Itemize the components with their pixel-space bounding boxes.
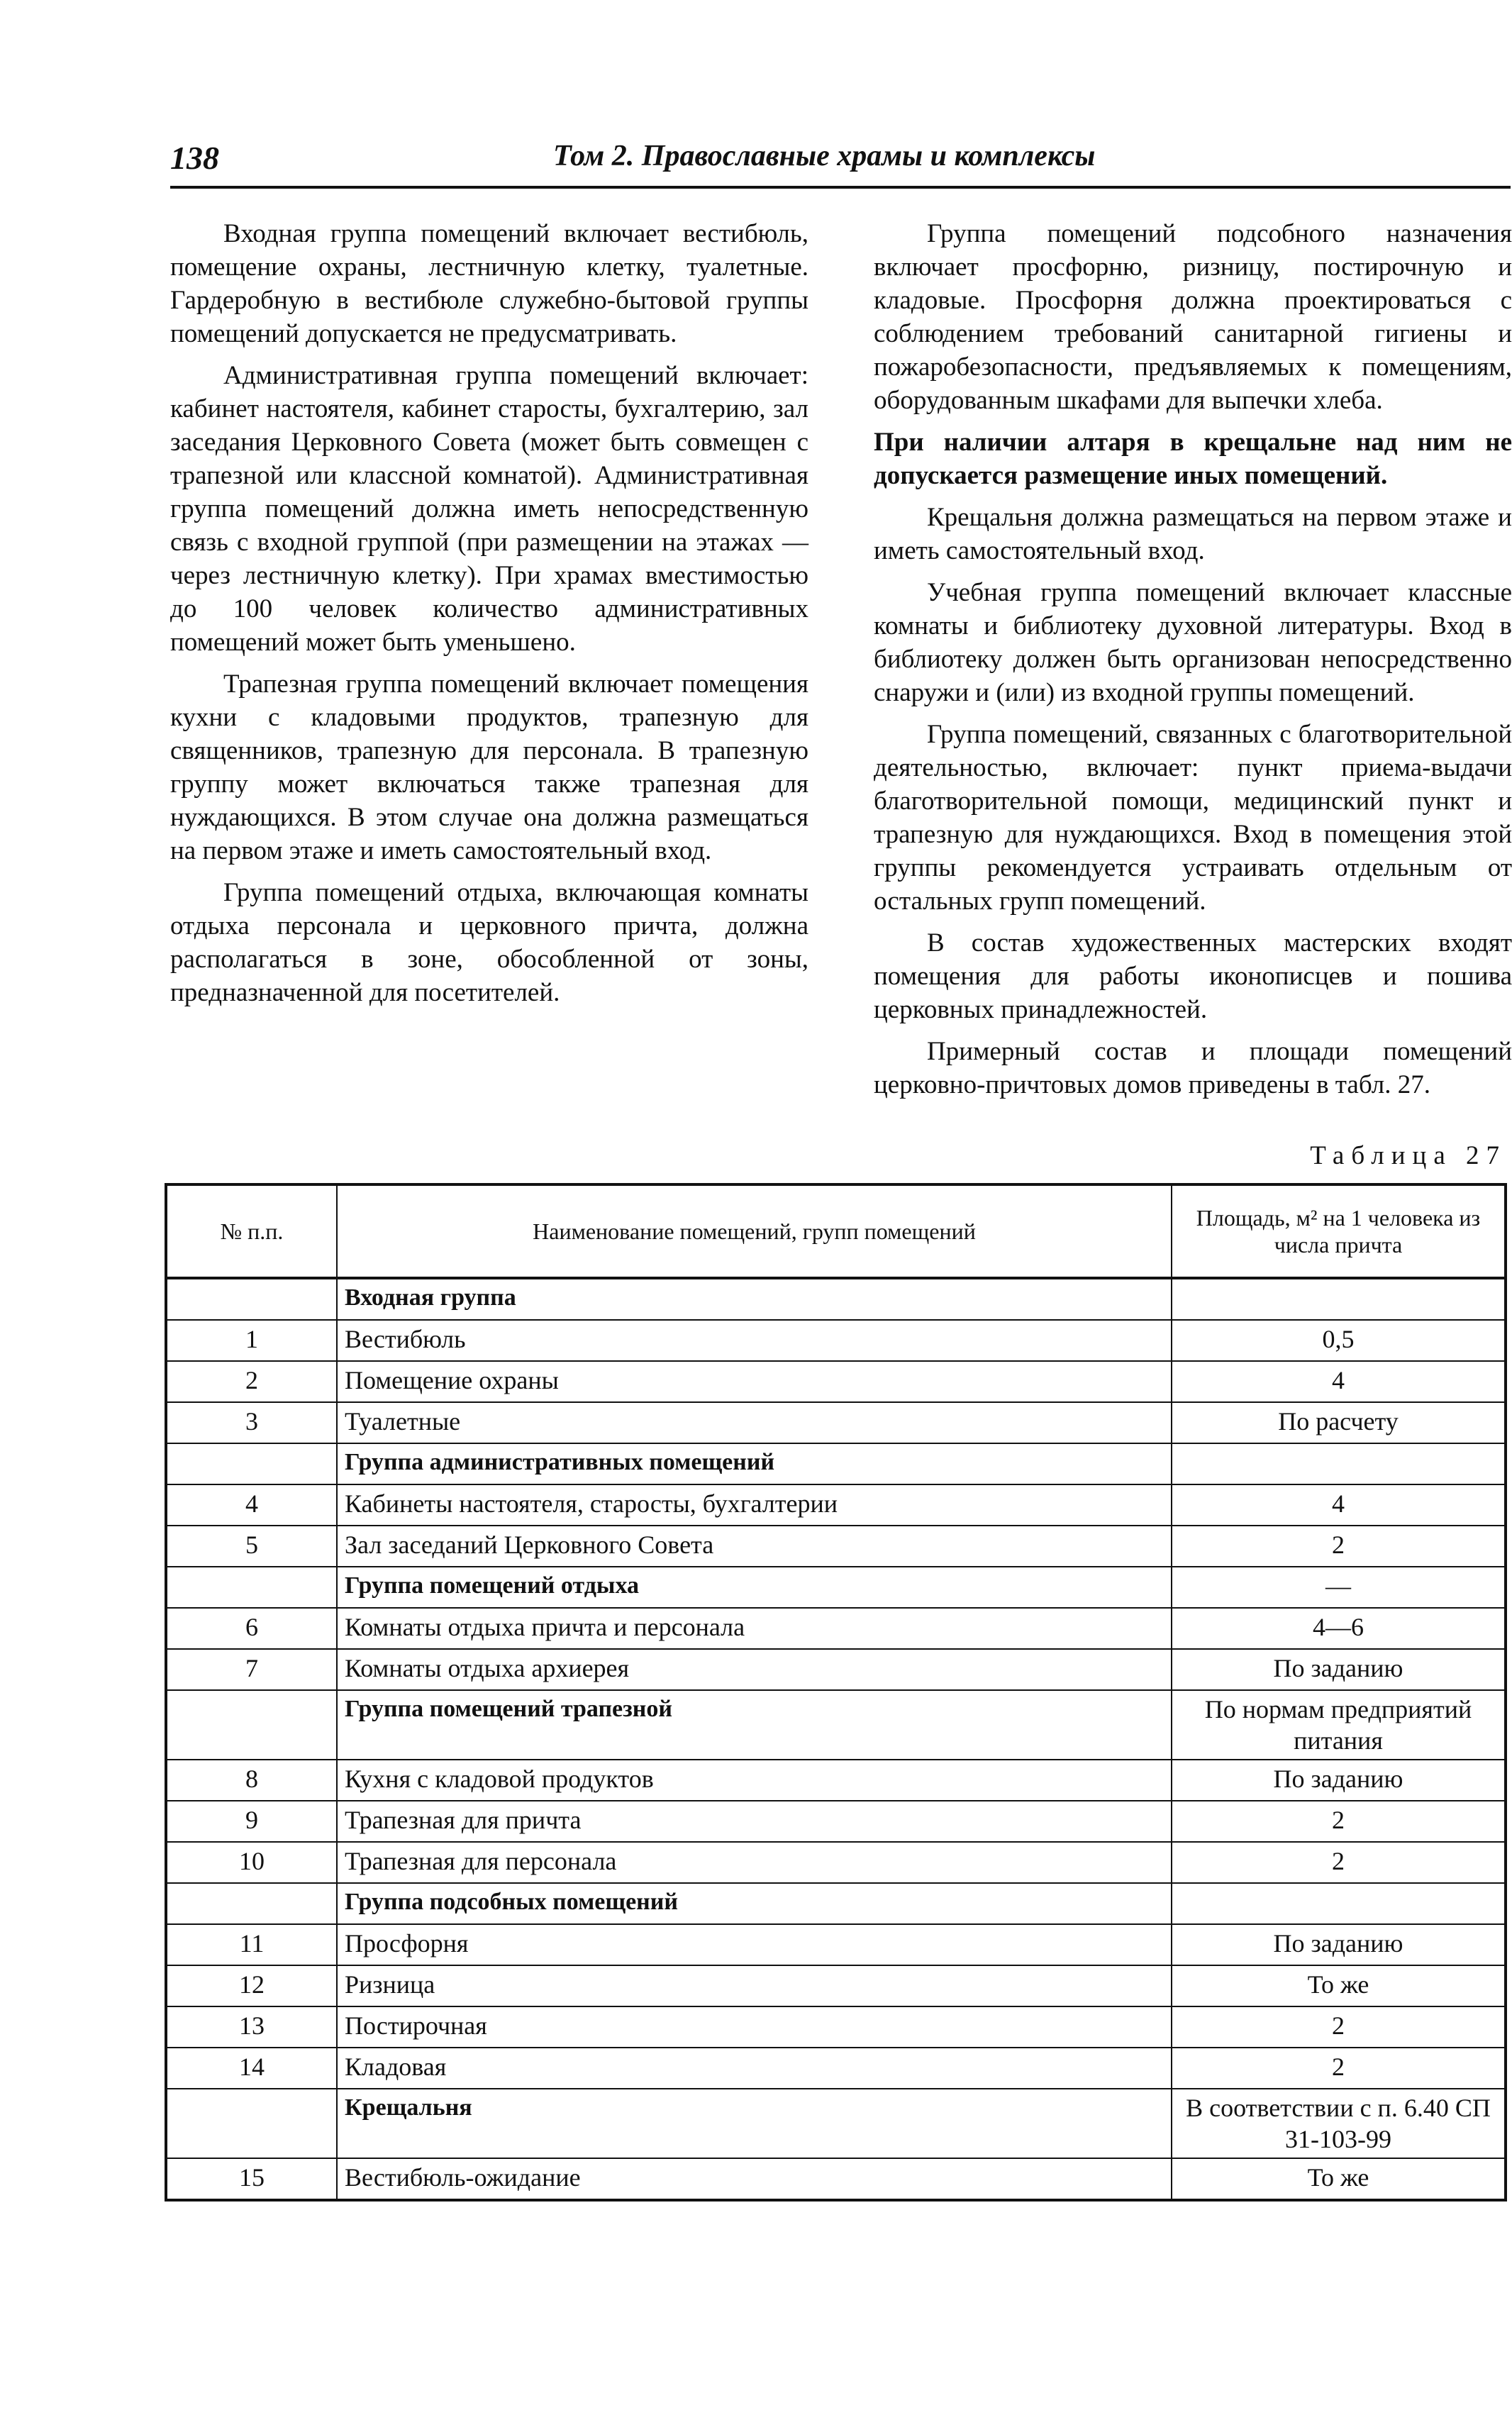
table-header-row bbox=[166, 1184, 1506, 1278]
name-cell: Трапезная для персонала bbox=[337, 1842, 1172, 1883]
num-cell: 5 bbox=[166, 1526, 337, 1567]
area-cell: 4—6 bbox=[1172, 1608, 1506, 1649]
area-cell: 2 bbox=[1172, 2048, 1506, 2089]
running-title: Том 2. Православные храмы и комплексы bbox=[553, 140, 1096, 172]
group-name-cell: Группа помещений отдыха bbox=[337, 1567, 1172, 1608]
header-num: № п.п. bbox=[166, 1184, 337, 1278]
paragraph: Входная группа помещений включает вестибюль, помещение охраны, лестничную клетку, туалетные. Гардеробную в вестибюле служебно-бытовой группы помещений допускается не предусматривать. bbox=[170, 219, 808, 348]
right-column bbox=[874, 217, 1512, 1110]
group-name-cell: Группа помещений трапезной bbox=[337, 1690, 1172, 1760]
area-cell: То же bbox=[1172, 1965, 1506, 2006]
area-cell: — bbox=[1172, 1567, 1506, 1608]
paragraph: Административная группа помещений включает: кабинет настоятеля, кабинет старосты, бухгалтерию, зал заседания Церковного Совета (может быть совмещен с трапезной или классной комнатой). Административная группа помещений должна иметь непосредственную связь с входной группой (при размещении на этажах — через лестничную клетку). При храмах вместимостью до 100 человек количество административных помещений может быть уменьшено. bbox=[170, 361, 808, 657]
area-cell: 2 bbox=[1172, 1526, 1506, 1567]
table-row bbox=[166, 1526, 1506, 1567]
name-cell: Вестибюль-ожидание bbox=[337, 2158, 1172, 2200]
area-cell: 4 bbox=[1172, 1484, 1506, 1526]
area-cell: То же bbox=[1172, 2158, 1506, 2200]
name-cell: Постирочная bbox=[337, 2006, 1172, 2048]
num-cell: 12 bbox=[166, 1965, 337, 2006]
table-row bbox=[166, 1320, 1506, 1361]
area-cell: 2 bbox=[1172, 2006, 1506, 2048]
num-cell: 1 bbox=[166, 1320, 337, 1361]
num-cell bbox=[166, 1690, 337, 1760]
area-cell: По заданию bbox=[1172, 1760, 1506, 1801]
num-cell: 9 bbox=[166, 1801, 337, 1842]
name-cell: Трапезная для причта bbox=[337, 1801, 1172, 1842]
num-cell: 11 bbox=[166, 1924, 337, 1965]
area-cell: По расчету bbox=[1172, 1402, 1506, 1443]
area-cell bbox=[1172, 1883, 1506, 1924]
table-body bbox=[166, 1278, 1506, 2200]
name-cell: Просфорня bbox=[337, 1924, 1172, 1965]
name-cell: Комнаты отдыха причта и персонала bbox=[337, 1608, 1172, 1649]
area-cell: 4 bbox=[1172, 1361, 1506, 1402]
paragraph: Примерный состав и площади помещений церковно-причтовых домов приведены в табл. 27. bbox=[874, 1037, 1512, 1099]
num-cell bbox=[166, 1567, 337, 1608]
table-row bbox=[166, 1924, 1506, 1965]
page-header bbox=[170, 139, 1511, 182]
area-cell: По заданию bbox=[1172, 1649, 1506, 1690]
name-cell: Кладовая bbox=[337, 2048, 1172, 2089]
name-cell: Помещение охраны bbox=[337, 1361, 1172, 1402]
area-cell: 2 bbox=[1172, 1801, 1506, 1842]
paragraph: Трапезная группа помещений включает помещения кухни с кладовыми продуктов, трапезную для священников, трапезную для персонала. В трапезную группу может включаться также трапезная для нуждающихся. В этом случае она должна размещаться на первом этаже и иметь самостоятельный вход. bbox=[170, 670, 808, 865]
table-row bbox=[166, 1608, 1506, 1649]
area-cell: В соответствии с п. 6.40 СП 31-103-99 bbox=[1172, 2089, 1506, 2158]
name-cell: Вестибюль bbox=[337, 1320, 1172, 1361]
header-name: Наименование помещений, групп помещений bbox=[337, 1184, 1172, 1278]
num-cell bbox=[166, 1443, 337, 1484]
page-number: 138 bbox=[170, 140, 219, 176]
paragraph: Группа помещений подсобного назначения включает просфорню, ризницу, постирочную и кладовые. Просфорня должна проектироваться с соблюдением требований санитарной гигиены и пожаробезопасности, предъявляемых к помещениям, оборудованным шкафами для выпечки хлеба. bbox=[874, 219, 1512, 415]
num-cell: 14 bbox=[166, 2048, 337, 2089]
num-cell: 13 bbox=[166, 2006, 337, 2048]
num-cell: 7 bbox=[166, 1649, 337, 1690]
table-row bbox=[166, 2158, 1506, 2200]
table-row bbox=[166, 2048, 1506, 2089]
area-cell: По нормам предприятий питания bbox=[1172, 1690, 1506, 1760]
num-cell: 6 bbox=[166, 1608, 337, 1649]
paragraph: Группа помещений отдыха, включающая комнаты отдыха персонала и церковного причта, должна располагаться в зоне, обособленной от зоны, предназначенной для посетителей. bbox=[170, 878, 808, 1007]
group-name-cell: Группа подсобных помещений bbox=[337, 1883, 1172, 1924]
table-row bbox=[166, 1760, 1506, 1801]
name-cell: Комнаты отдыха архиерея bbox=[337, 1649, 1172, 1690]
name-cell: Зал заседаний Церковного Совета bbox=[337, 1526, 1172, 1567]
table-group-row bbox=[166, 1690, 1506, 1760]
paragraph: В состав художественных мастерских входят помещения для работы иконописцев и пошива церковных принадлежностей. bbox=[874, 928, 1512, 1024]
num-cell: 8 bbox=[166, 1760, 337, 1801]
table-row bbox=[166, 1649, 1506, 1690]
num-cell: 10 bbox=[166, 1842, 337, 1883]
table-caption: Таблица 27 bbox=[1310, 1141, 1506, 1170]
paragraph: Учебная группа помещений включает классные комнаты и библиотеку духовной литературы. Вход в библиотеку должен быть организован непосредственно снаружи и (или) из входной группы помещений. bbox=[874, 578, 1512, 707]
table-row bbox=[166, 1801, 1506, 1842]
header-divider bbox=[170, 186, 1511, 189]
group-name-cell: Крещальня bbox=[337, 2089, 1172, 2158]
group-name-cell: Входная группа bbox=[337, 1278, 1172, 1320]
name-cell: Ризница bbox=[337, 1965, 1172, 2006]
area-cell: По заданию bbox=[1172, 1924, 1506, 1965]
num-cell: 15 bbox=[166, 2158, 337, 2200]
table-row bbox=[166, 1965, 1506, 2006]
table-row bbox=[166, 1484, 1506, 1526]
table-group-row bbox=[166, 1567, 1506, 1608]
name-cell: Кабинеты настоятеля, старосты, бухгалтерии bbox=[337, 1484, 1172, 1526]
table-group-row bbox=[166, 1278, 1506, 1320]
area-cell: 0,5 bbox=[1172, 1320, 1506, 1361]
header-area: Площадь, м² на 1 человека из числа причта bbox=[1172, 1184, 1506, 1278]
num-cell bbox=[166, 2089, 337, 2158]
table-row bbox=[166, 1361, 1506, 1402]
table-group-row bbox=[166, 1883, 1506, 1924]
num-cell bbox=[166, 1883, 337, 1924]
table-group-row bbox=[166, 2089, 1506, 2158]
paragraph: Крещальня должна размещаться на первом этаже и иметь самостоятельный вход. bbox=[874, 503, 1512, 565]
left-column bbox=[170, 217, 808, 1018]
table-row bbox=[166, 1402, 1506, 1443]
num-cell bbox=[166, 1278, 337, 1320]
area-cell bbox=[1172, 1443, 1506, 1484]
num-cell: 3 bbox=[166, 1402, 337, 1443]
group-name-cell: Группа административных помещений bbox=[337, 1443, 1172, 1484]
paragraph: Группа помещений, связанных с благотворительной деятельностью, включает: пункт приема-выдачи благотворительной помощи, медицинский пункт и трапезную для нуждающихся. Вход в помещения этой группы рекомендуется устраивать отдельным от остальных групп помещений. bbox=[874, 720, 1512, 916]
table-row bbox=[166, 1842, 1506, 1883]
num-cell: 4 bbox=[166, 1484, 337, 1526]
table-row bbox=[166, 2006, 1506, 2048]
area-cell: 2 bbox=[1172, 1842, 1506, 1883]
bold-paragraph: При наличии алтаря в крещальне над ним не допускается размещение иных помещений. bbox=[874, 428, 1512, 490]
name-cell: Туалетные bbox=[337, 1402, 1172, 1443]
name-cell: Кухня с кладовой продуктов bbox=[337, 1760, 1172, 1801]
table-group-row bbox=[166, 1443, 1506, 1484]
rooms-table bbox=[165, 1183, 1507, 2201]
num-cell: 2 bbox=[166, 1361, 337, 1402]
area-cell bbox=[1172, 1278, 1506, 1320]
